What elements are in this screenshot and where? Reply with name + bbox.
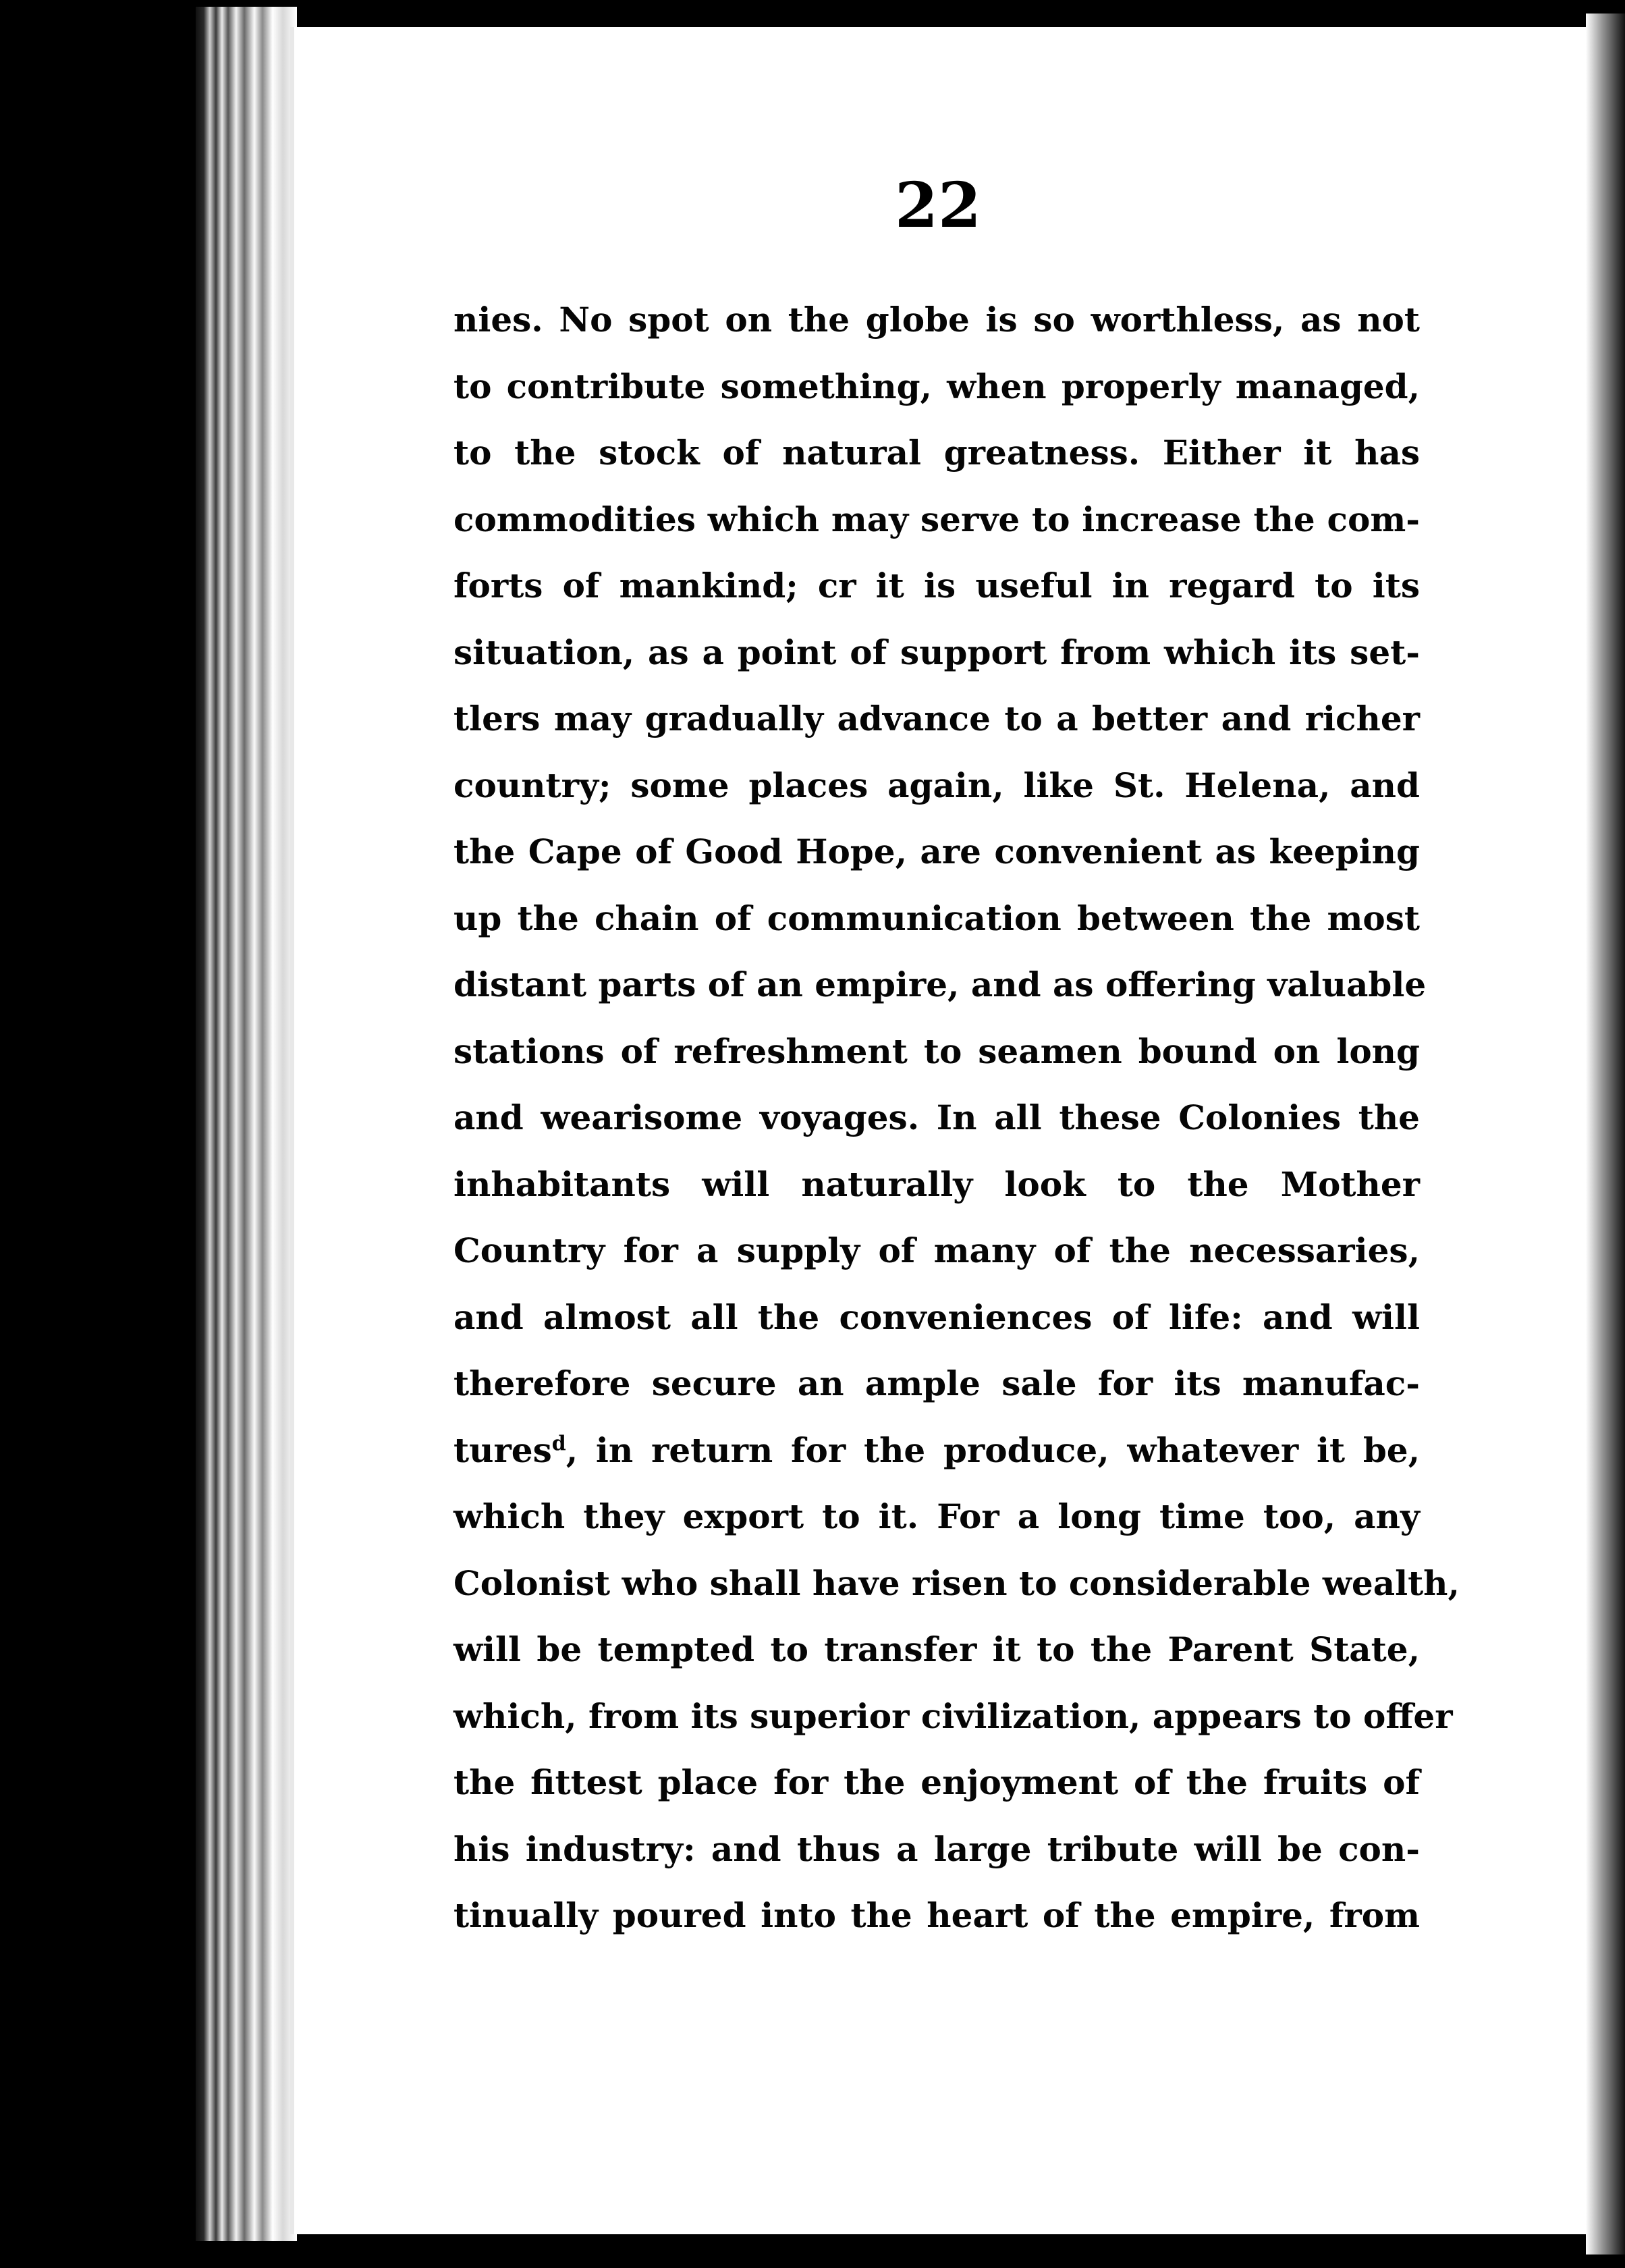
- text-line: country; some places again, like St. Helena, and: [453, 765, 1420, 805]
- text-line: stations of refreshment to seamen bound on long: [453, 1031, 1420, 1071]
- text-line-with-footnote: [453, 1418, 1420, 1484]
- text-line: distant parts of an empire, and as offering valuable: [453, 965, 1427, 1004]
- text-line: and wearisome voyages. In all these Colonies the: [453, 1098, 1420, 1137]
- body-text: [453, 287, 1460, 1949]
- text-line: which they export to it. For a long time too, any: [453, 1496, 1420, 1536]
- text-line: tlers may gradually advance to a better and richer: [453, 699, 1420, 738]
- text-line: nies. No spot on the globe is so worthless, as not: [453, 300, 1420, 340]
- page-number: 22: [894, 169, 982, 242]
- text-line: tinually poured into the heart of the empire, from: [453, 1895, 1420, 1935]
- text-line: and almost all the conveniences of life: and will: [453, 1297, 1420, 1337]
- text-line: inhabitants will naturally look to the Mother: [453, 1164, 1420, 1204]
- text-line: the Cape of Good Hope, are convenient as keeping: [453, 832, 1420, 871]
- book-gutter: [196, 7, 297, 2241]
- text-line: the fittest place for the enjoyment of the fruits of: [453, 1762, 1420, 1802]
- text-line: his industry: and thus a large tribute will be con-: [453, 1829, 1420, 1869]
- text-line: up the chain of communication between the most: [453, 898, 1420, 938]
- text-line: to contribute something, when properly managed,: [453, 366, 1420, 406]
- page-right-edge: [1586, 14, 1625, 2254]
- text-line: situation, as a point of support from which its set-: [453, 632, 1420, 672]
- text-fragment: , in return for the produce, whatever it be,: [566, 1430, 1420, 1470]
- text-line: Country for a supply of many of the necessaries,: [453, 1231, 1420, 1270]
- text-fragment: tures: [453, 1430, 552, 1470]
- margin-speck: [53, 308, 72, 325]
- margin-speck: [70, 323, 78, 331]
- footnote-marker: d: [551, 1431, 566, 1455]
- text-line: to the stock of natural greatness. Either it has: [453, 433, 1420, 473]
- text-line: forts of mankind; cr it is useful in regard to its: [453, 566, 1420, 605]
- text-line: therefore secure an ample sale for its manufac-: [453, 1364, 1420, 1403]
- text-line: which, from its superior civilization, appears to offer: [453, 1696, 1453, 1736]
- text-line: Colonist who shall have risen to considerable wealth,: [453, 1563, 1460, 1603]
- text-line: commodities which may serve to increase the com-: [453, 499, 1420, 539]
- text-line: will be tempted to transfer it to the Parent State,: [453, 1629, 1420, 1669]
- margin-speck: [57, 481, 63, 491]
